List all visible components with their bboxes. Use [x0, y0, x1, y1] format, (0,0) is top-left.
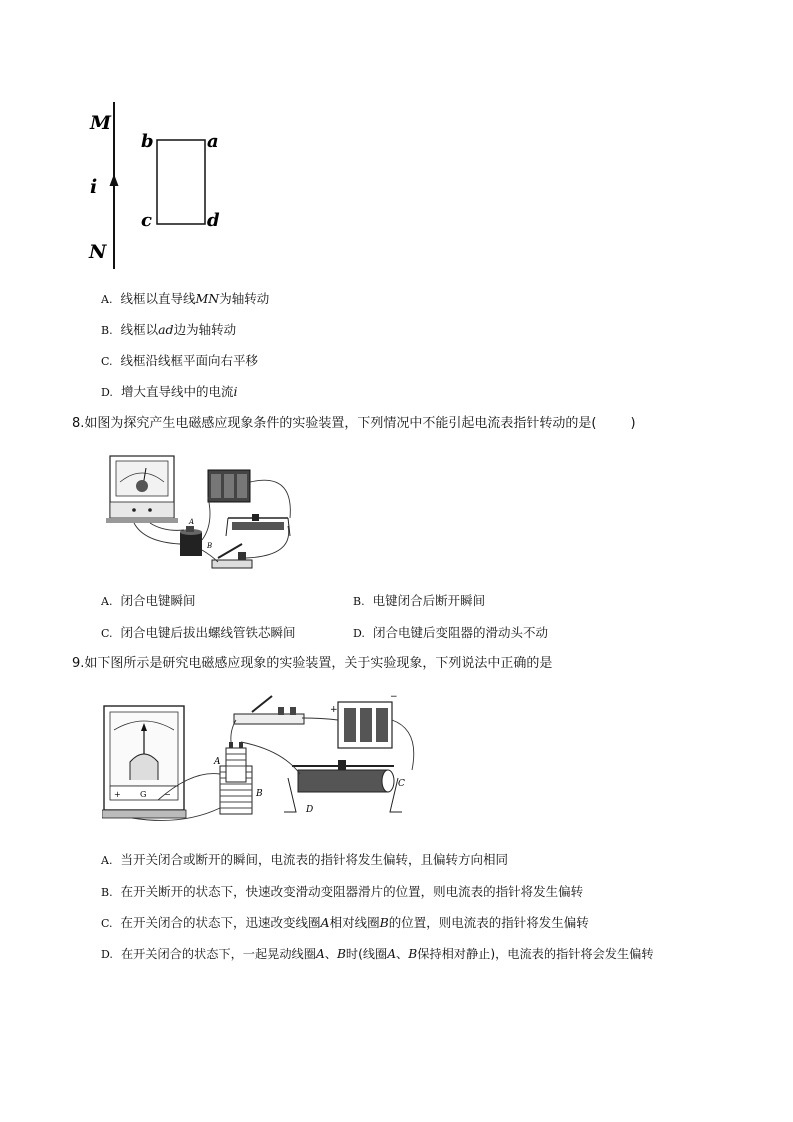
current-arrow	[110, 174, 119, 186]
q7-option-d: D. 增大直导线中的电流i	[101, 384, 238, 399]
coil-label-a: A	[214, 757, 221, 767]
rheostat-label-d: D	[306, 805, 314, 815]
q9-option-a: A. 当开关闭合或断开的瞬间，电流表的指针将发生偏转，且偏转方向相同	[101, 852, 508, 867]
q8-option-c: C. 闭合电键后拔出螺线管铁芯瞬间	[101, 625, 296, 640]
q9-figure	[102, 690, 422, 830]
q9-option-c: C. 在开关闭合的状态下，迅速改变线圈A相对线圈B的位置，则电流表的指针将发生偏转	[101, 915, 589, 930]
q7-option-c: C. 线框沿线框平面向右平移	[101, 353, 259, 368]
galvanometer	[102, 706, 186, 818]
q8-option-a: A. 闭合电键瞬间	[101, 593, 196, 608]
wire-frame	[157, 140, 205, 224]
battery-minus: −	[390, 692, 398, 702]
q9-option-b: B. 在开关断开的状态下，快速改变滑动变阻器滑片的位置，则电流表的指针将发生偏转	[101, 884, 584, 899]
q8-option-b: B. 电键闭合后断开瞬间	[353, 593, 486, 608]
label-m: M	[90, 112, 112, 134]
q9-option-d: D. 在开关闭合的状态下，一起晃动线圈A、B时(线圈A、B保持相对静止)，电流表的指针将会发生偏转	[101, 947, 654, 961]
rheostat-label-c: C	[398, 779, 405, 789]
label-c: c	[141, 210, 152, 231]
q7-option-b: B. 线框以ad边为轴转动	[101, 322, 237, 337]
label-i: i	[90, 176, 98, 198]
coil-label-b: B	[256, 789, 263, 799]
rheostat	[284, 760, 402, 812]
meter-plus: +	[114, 790, 121, 799]
meter-g: G	[140, 790, 147, 799]
coil-label-a: A	[189, 518, 195, 526]
meter-minus: −	[164, 790, 171, 799]
q8-option-d: D. 闭合电键后变阻器的滑动头不动	[353, 625, 548, 640]
switch	[212, 544, 252, 568]
battery-plus: +	[330, 705, 338, 715]
battery	[208, 470, 250, 502]
label-d: d	[207, 210, 220, 231]
coil-label-b: B	[207, 542, 213, 550]
switch	[234, 696, 304, 724]
q8-stem: 8.如图为探究产生电磁感应现象条件的实验装置，下列情况中不能引起电流表指针转动的是( )	[72, 416, 636, 431]
label-a: a	[207, 131, 219, 152]
label-n: N	[89, 241, 107, 263]
q7-figure	[85, 98, 235, 273]
coil-a	[226, 742, 246, 782]
rheostat	[226, 514, 290, 536]
q8-figure	[104, 452, 304, 574]
label-b: b	[141, 131, 154, 152]
battery	[338, 702, 392, 748]
q9-stem: 9.如下图所示是研究电磁感应现象的实验装置，关于实验现象，下列说法中正确的是	[72, 656, 553, 671]
q7-option-a: A. 线框以直导线MN为轴转动	[101, 291, 270, 306]
